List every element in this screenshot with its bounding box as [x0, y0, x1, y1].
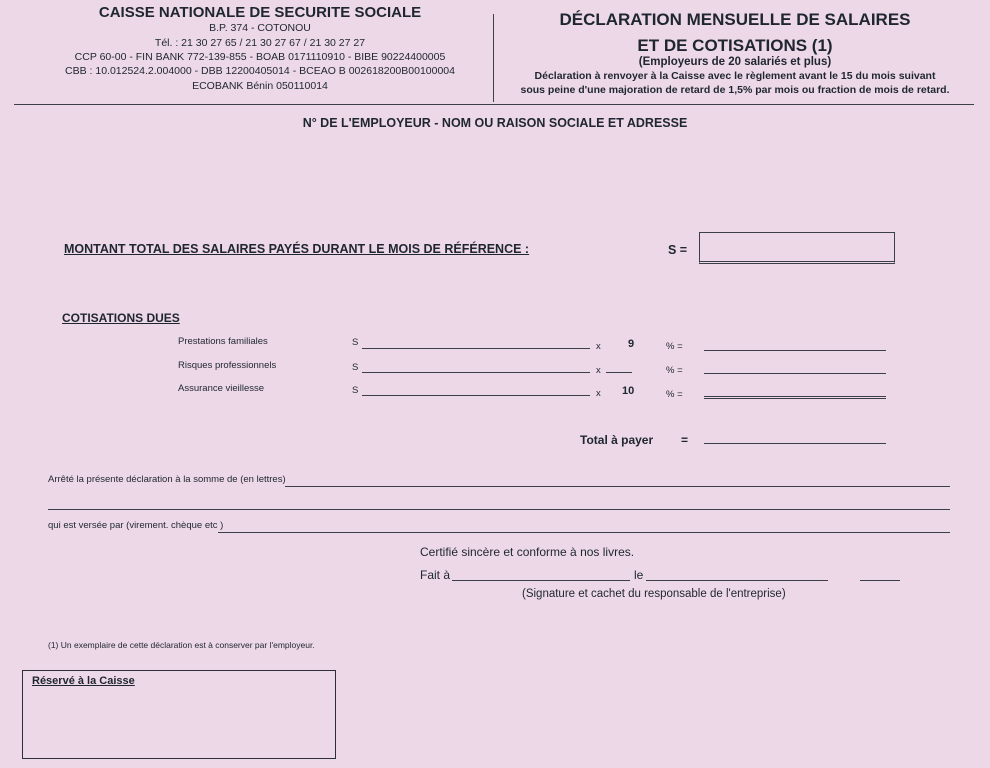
row-old-age-insurance-amount-field[interactable]	[704, 396, 886, 399]
row-occupational-risks-rate-field[interactable]	[606, 372, 632, 373]
form-title-line-1: DÉCLARATION MENSUELLE DE SALAIRES	[559, 10, 911, 29]
total-to-pay-field[interactable]	[704, 443, 886, 444]
row-occupational-risks-x: x	[596, 365, 601, 376]
row-occupational-risks-amount-field[interactable]	[704, 373, 886, 374]
row-occupational-risks-pct: % =	[666, 365, 683, 376]
done-at-field[interactable]	[452, 580, 630, 581]
done-at-label: Fait à	[420, 568, 451, 582]
form-title-line-2: ET DE COTISATIONS (1)	[637, 36, 833, 55]
paid-by-label: qui est versée par (virement. chèque etc )	[48, 520, 224, 531]
row-family-benefits-salary-field[interactable]	[362, 348, 590, 349]
row-old-age-insurance-salary-field[interactable]	[362, 395, 590, 396]
reserved-box-label: Réservé à la Caisse	[32, 675, 135, 687]
row-family-benefits-x: x	[596, 341, 601, 352]
total-to-pay-label: Total à payer	[580, 433, 654, 447]
contributions-heading: COTISATIONS DUES	[62, 311, 180, 325]
row-family-benefits-label: Prestations familiales	[178, 336, 268, 347]
amount-words-field-line-2[interactable]	[48, 509, 950, 510]
notice-line-1: Déclaration à renvoyer à la Caisse avec le règlement avant le 15 du mois suivant	[534, 70, 936, 82]
row-occupational-risks-label: Risques professionnels	[178, 360, 277, 371]
bank-line-2: CBB : 10.012524.2.004000 - DBB 12200405014 - BCEAO B 002618200B00100004	[65, 65, 455, 77]
date-year-field[interactable]	[860, 580, 900, 581]
row-old-age-insurance-pct: % =	[666, 389, 683, 400]
total-to-pay-eq: =	[681, 433, 689, 447]
header-divider	[493, 14, 494, 102]
total-wages-box[interactable]	[699, 232, 895, 264]
amount-words-field[interactable]	[285, 486, 950, 487]
certification-statement: Certifié sincère et conforme à nos livres.	[420, 545, 635, 559]
row-old-age-insurance-rate: 10	[622, 385, 635, 397]
row-family-benefits-pct: % =	[666, 341, 683, 352]
date-label: le	[634, 568, 644, 582]
reserved-box	[22, 670, 336, 759]
row-old-age-insurance-x: x	[596, 388, 601, 399]
row-family-benefits-rate: 9	[628, 338, 635, 350]
date-field[interactable]	[646, 580, 828, 581]
total-wages-label: MONTANT TOTAL DES SALAIRES PAYÉS DURANT LE MOIS DE RÉFÉRENCE :	[64, 242, 530, 256]
signature-note: (Signature et cachet du responsable de l'entreprise)	[522, 588, 786, 600]
header-rule	[14, 104, 974, 105]
org-phone: Tél. : 21 30 27 65 / 21 30 27 67 / 21 30 27 27	[154, 37, 366, 49]
form-subtitle: (Employeurs de 20 salariés et plus)	[638, 56, 832, 68]
row-family-benefits-amount-field[interactable]	[704, 350, 886, 351]
row-old-age-insurance-label: Assurance vieillesse	[178, 383, 265, 394]
row-occupational-risks-salary-field[interactable]	[362, 372, 590, 373]
paid-by-field[interactable]	[218, 532, 950, 533]
bank-line-1: CCP 60-00 - FIN BANK 772-139-855 - BOAB 0171110910 - BIBE 90224400005	[74, 51, 446, 63]
org-name: CAISSE NATIONALE DE SECURITE SOCIALE	[98, 4, 422, 21]
notice-line-2: sous peine d'une majoration de retard de 1,5% par mois ou fraction de mois de retard.	[520, 84, 950, 96]
row-family-benefits-s: S	[352, 337, 359, 348]
amount-words-label: Arrêté la présente déclaration à la somme de (en lettres)	[48, 474, 286, 485]
footnote: (1) Un exemplaire de cette déclaration est à conserver par l'employeur.	[48, 640, 315, 650]
org-address: B.P. 374 - COTONOU	[209, 22, 311, 34]
employer-heading: N° DE L'EMPLOYEUR - NOM OU RAISON SOCIALE ET ADRESSE	[302, 116, 688, 130]
bank-line-3: ECOBANK Bénin 050110014	[192, 80, 328, 92]
row-occupational-risks-s: S	[352, 362, 359, 373]
total-wages-s-label: S =	[668, 243, 688, 257]
row-old-age-insurance-s: S	[352, 385, 359, 396]
